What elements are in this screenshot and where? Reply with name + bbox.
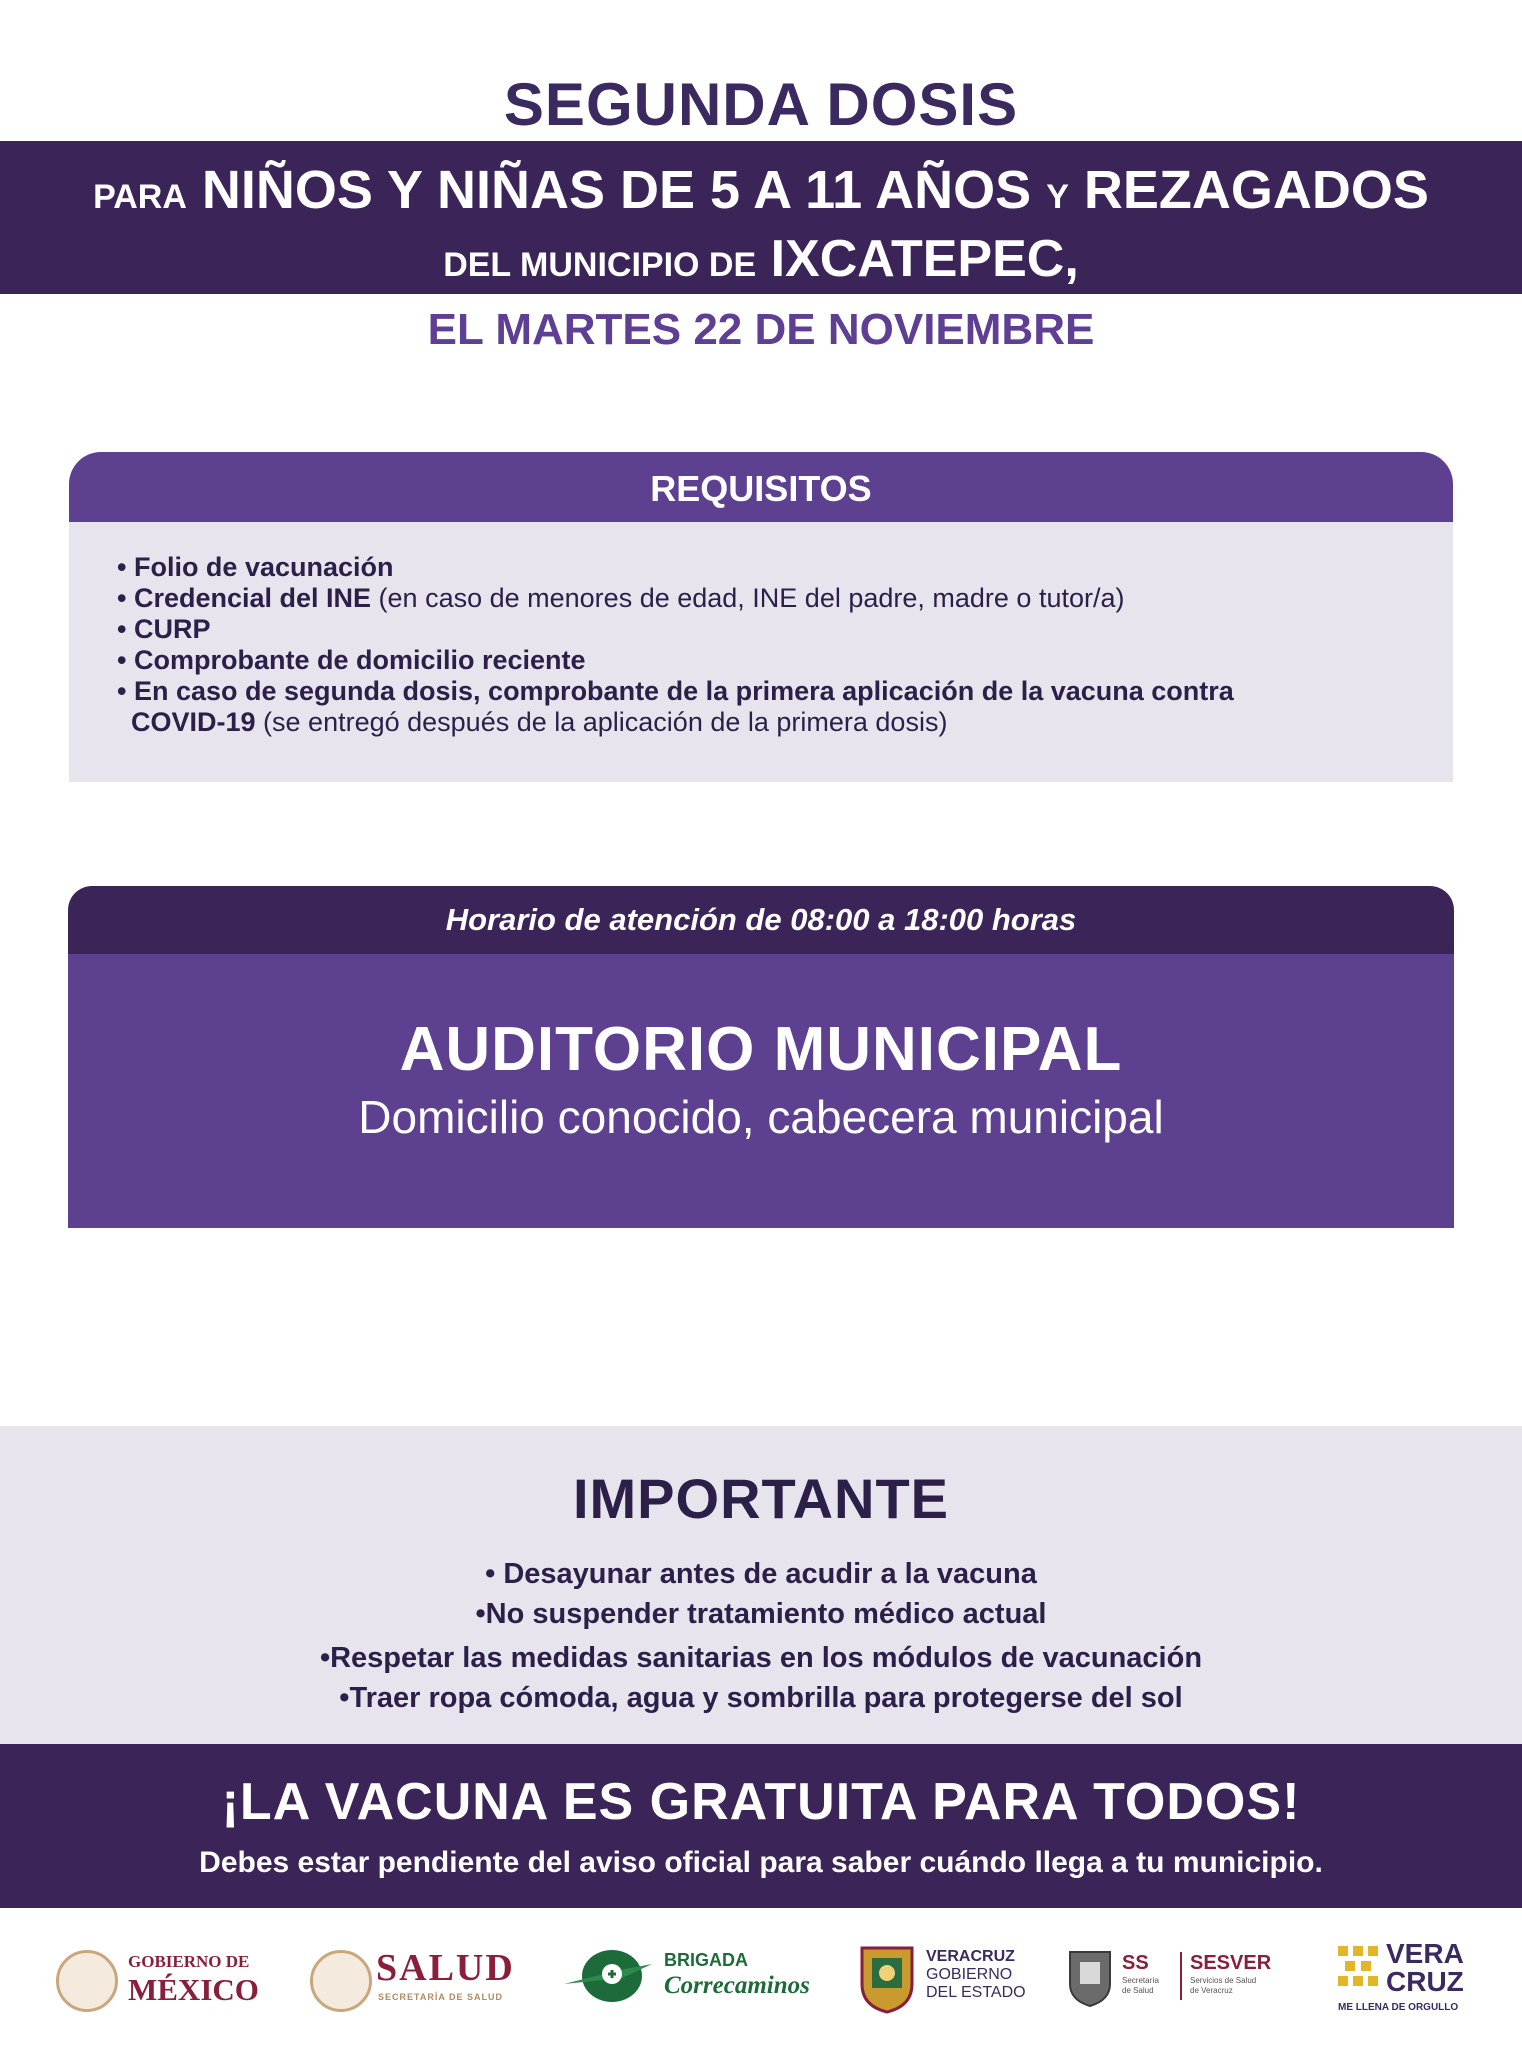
venue-address: Domicilio conocido, cabecera municipal (358, 1091, 1164, 1143)
logo-strip (0, 1908, 1522, 2048)
brigada-correcaminos-logo: BRIGADA Correcaminos (560, 1938, 830, 2028)
important-list (0, 1554, 1522, 1718)
divider (1180, 1952, 1182, 2000)
veracruz-orgullo-logo: VERA CRUZ ME LLENA DE ORGULLO (1338, 1938, 1464, 2013)
coat-of-arms-icon (858, 1940, 916, 2014)
free-vaccine-banner (0, 1744, 1522, 1908)
venue-name: AUDITORIO MUNICIPAL (399, 1015, 1123, 1084)
list-item: •Traer ropa cómoda, agua y sombrilla para protegerse del sol (339, 1682, 1183, 1714)
page-title: SEGUNDA DOSIS (503, 71, 1019, 138)
event-date: EL MARTES 22 DE NOVIEMBRE (427, 305, 1095, 354)
important-panel (0, 1426, 1522, 1744)
schedule-panel (68, 886, 1454, 1228)
list-item: • Desayunar antes de acudir a la vacuna (485, 1558, 1037, 1590)
list-item: • En caso de segunda dosis, comprobante de la primera aplicación de la vacuna contra (117, 676, 1234, 706)
audience-line-1: PARA NIÑOS Y NIÑAS DE 5 A 11 AÑOS Y REZAGADOS (93, 160, 1429, 220)
salud-logo: SALUD SECRETARÍA DE SALUD (310, 1938, 530, 2028)
audience-banner (0, 141, 1522, 294)
gobierno-mexico-logo: GOBIERNO DE MÉXICO (56, 1938, 276, 2028)
list-item: • Folio de vacunación (117, 552, 394, 582)
list-item: • Comprobante de domicilio reciente (117, 645, 586, 675)
free-vaccine-slogan: ¡LA VACUNA ES GRATUITA PARA TODOS! (221, 1773, 1301, 1831)
roadrunner-icon (560, 1944, 656, 2008)
schedule-hours: Horario de atención de 08:00 a 18:00 horas (68, 886, 1454, 954)
ss-sesver-logo: SS Secretaría de Salud SESVER Servicios de Salud de Veracruz (1066, 1938, 1296, 2028)
requirements-panel (69, 452, 1453, 782)
eagle-seal-icon (310, 1950, 372, 2012)
official-notice: Debes estar pendiente del aviso oficial para saber cuándo llega a tu municipio. (199, 1846, 1323, 1879)
audience-line-2: DEL MUNICIPIO DE IXCATEPEC, (443, 230, 1079, 288)
list-item: COVID-19 (se entregó después de la aplicación de la primera dosis) (131, 707, 948, 737)
list-item: • Credencial del INE (en caso de menores de edad, INE del padre, madre o tutor/a) (117, 583, 1125, 613)
venue-box (68, 954, 1454, 1228)
pattern-icon (1336, 1944, 1380, 1988)
list-item: •Respetar las medidas sanitarias en los módulos de vacunación (319, 1642, 1203, 1674)
important-heading: IMPORTANTE (572, 1467, 950, 1530)
requirements-body (69, 522, 1453, 782)
requirements-heading: REQUISITOS (69, 452, 1453, 522)
list-item: •No suspender tratamiento médico actual (475, 1598, 1047, 1630)
eagle-seal-icon (56, 1950, 118, 2012)
requirements-list (69, 522, 1453, 738)
list-item: • CURP (117, 614, 211, 644)
veracruz-gobierno-logo: VERACRUZ GOBIERNO DEL ESTADO (858, 1938, 1038, 2028)
shield-icon (1066, 1946, 1114, 2008)
